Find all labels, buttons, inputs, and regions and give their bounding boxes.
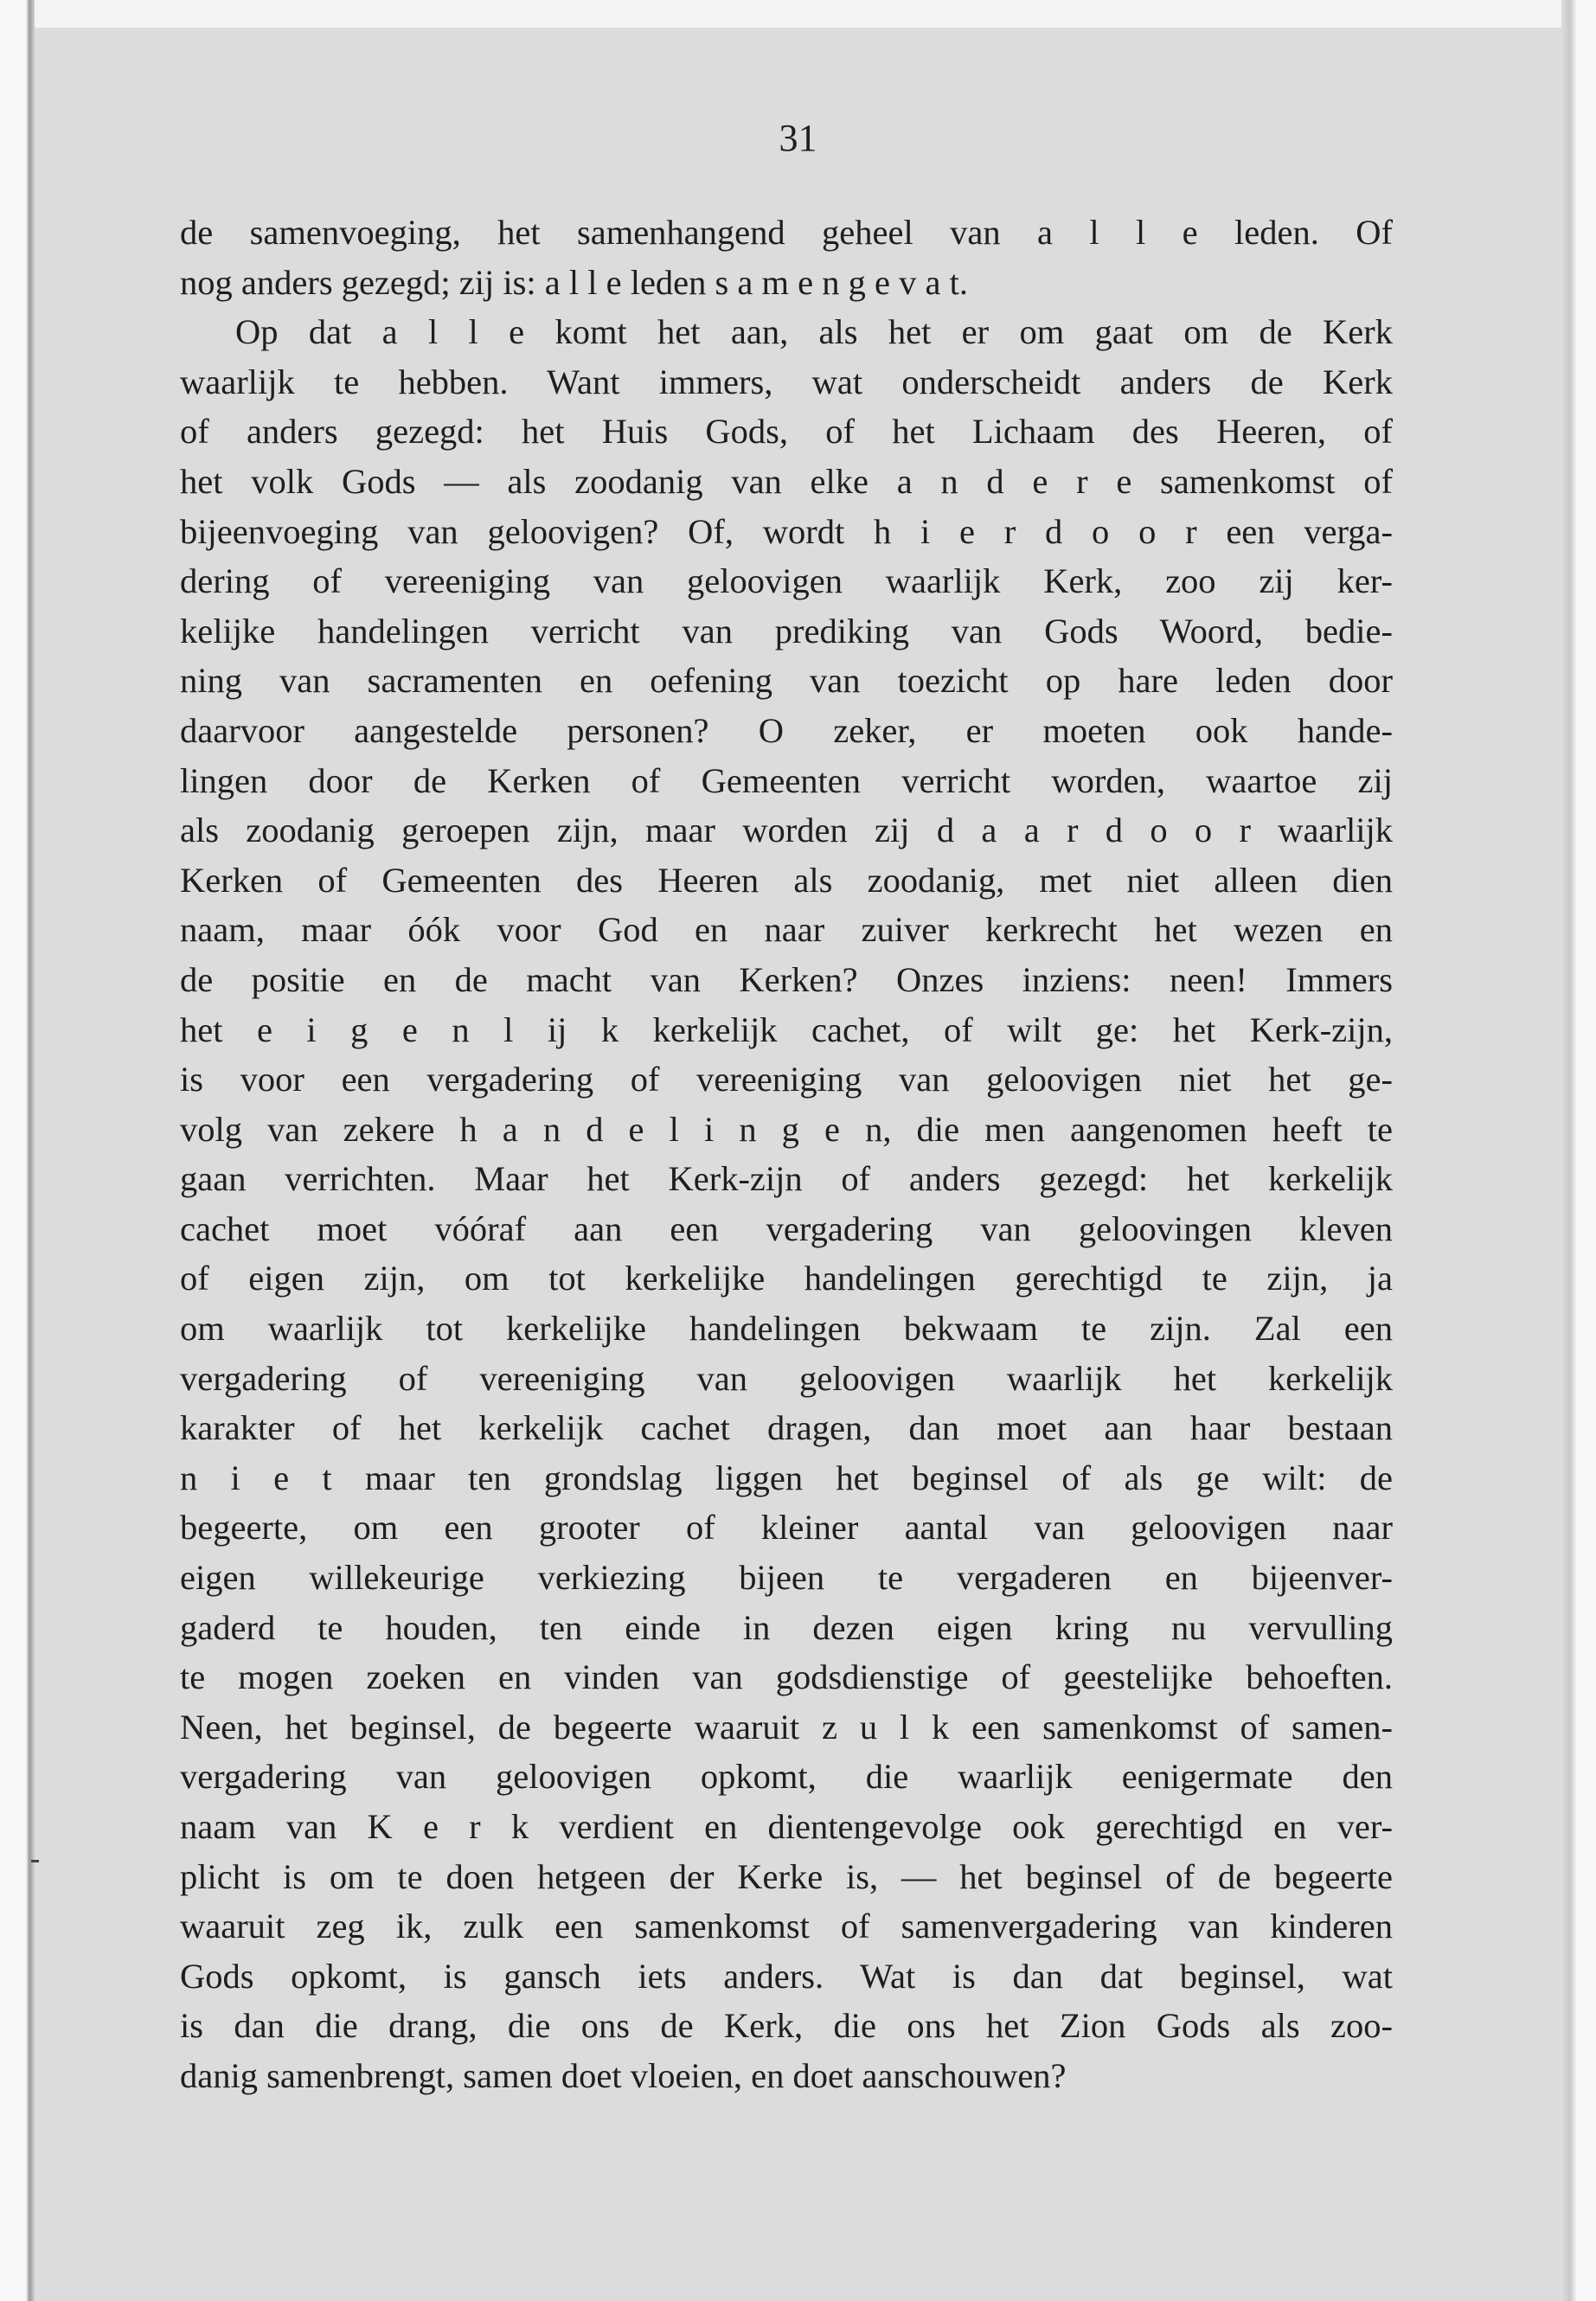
text-line: het volk Gods — als zoodanig van elke a n d e r e samenkomst of bbox=[180, 461, 1393, 501]
text-line: vergadering of vereeniging van geloovigen waarlijk het kerkelijk bbox=[180, 1358, 1393, 1398]
text-line: als zoodanig geroepen zijn, maar worden zij d a a r d o o r waarlijk bbox=[180, 811, 1393, 850]
text-line: lingen door de Kerken of Gemeenten verricht worden, waartoe zij bbox=[180, 760, 1393, 800]
text-line: Op dat a l l e komt het aan, als het er om gaat om de Kerk bbox=[235, 312, 1393, 352]
text-line: plicht is om te doen hetgeen der Kerke is, — het beginsel of de begeerte bbox=[180, 1856, 1393, 1896]
scan-top-edge bbox=[0, 0, 1596, 28]
text-line: te mogen zoeken en vinden van godsdienstige of geestelijke behoeften. bbox=[180, 1657, 1393, 1697]
margin-mark bbox=[31, 1860, 39, 1862]
text-line: karakter of het kerkelijk cachet dragen, dan moet aan haar bestaan bbox=[180, 1408, 1393, 1448]
text-line: danig samenbrengt, samen doet vloeien, en doet aanschouwen? bbox=[180, 2055, 1067, 2095]
text-line: ning van sacramenten en oefening van toezicht op hare leden door bbox=[180, 661, 1393, 701]
text-line: naam, maar óók voor God en naar zuiver kerkrecht het wezen en bbox=[180, 910, 1393, 950]
text-line: eigen willekeurige verkiezing bijeen te vergaderen en bijeenver- bbox=[180, 1558, 1393, 1598]
text-line: de positie en de macht van Kerken? Onzes inziens: neen! Immers bbox=[180, 959, 1393, 999]
text-line: begeerte, om een grooter of kleiner aantal van geloovigen naar bbox=[180, 1508, 1393, 1548]
scan-right-margin bbox=[1561, 0, 1596, 2301]
text-line: dering of vereeniging van geloovigen waarlijk Kerk, zoo zij ker- bbox=[180, 561, 1393, 601]
text-line: bijeenvoeging van geloovigen? Of, wordt h i e r d o o r een verga- bbox=[180, 511, 1393, 551]
text-line: waaruit zeg ik, zulk een samenkomst of samenvergadering van kinderen bbox=[180, 1907, 1393, 1946]
text-line: volg van zekere h a n d e l i n g e n, die men aangenomen heeft te bbox=[180, 1109, 1393, 1149]
text-line: daarvoor aangestelde personen? O zeker, er moeten ook hande- bbox=[180, 710, 1393, 750]
text-line: vergadering van geloovigen opkomt, die waarlijk eenigermate den bbox=[180, 1757, 1393, 1797]
text-line: n i e t maar ten grondslag liggen het beginsel of als ge wilt: de bbox=[180, 1458, 1393, 1497]
scan-left-margin bbox=[0, 0, 35, 2301]
text-line: de samenvoeging, het samenhangend geheel van a l l e leden. Of bbox=[180, 213, 1393, 252]
text-line: is dan die drang, die ons de Kerk, die ons het Zion Gods als zoo- bbox=[180, 2006, 1393, 2046]
text-line: Gods opkomt, is gansch iets anders. Wat is dan dat beginsel, wat bbox=[180, 1956, 1393, 1996]
text-line: om waarlijk tot kerkelijke handelingen bekwaam te zijn. Zal een bbox=[180, 1309, 1393, 1349]
text-line: waarlijk te hebben. Want immers, wat onderscheidt anders de Kerk bbox=[180, 362, 1393, 401]
text-line: cachet moet vóóraf aan een vergadering van geloovingen kleven bbox=[180, 1208, 1393, 1248]
text-line: nog anders gezegd; zij is: a l l e leden s a m e n g e v a t. bbox=[180, 262, 968, 302]
text-line: naam van K e r k verdient en dientengevolge ook gerechtigd en ver- bbox=[180, 1807, 1393, 1846]
text-line: of anders gezegd: het Huis Gods, of het Lichaam des Heeren, of bbox=[180, 412, 1393, 452]
body-text bbox=[180, 208, 1393, 2101]
text-line: Kerken of Gemeenten des Heeren als zoodanig, met niet alleen dien bbox=[180, 860, 1393, 900]
text-line: of eigen zijn, om tot kerkelijke handelingen gerechtigd te zijn, ja bbox=[180, 1259, 1393, 1298]
text-line: is voor een vergadering of vereeniging van geloovigen niet het ge- bbox=[180, 1060, 1393, 1099]
text-line: Neen, het beginsel, de begeerte waaruit z u l k een samenkomst of samen- bbox=[180, 1707, 1393, 1747]
text-line: gaan verrichten. Maar het Kerk-zijn of anders gezegd: het kerkelijk bbox=[180, 1159, 1393, 1199]
text-line: het e i g e n l ij k kerkelijk cachet, of wilt ge: het Kerk-zijn, bbox=[180, 1009, 1393, 1049]
text-line: gaderd te houden, ten einde in dezen eigen kring nu vervulling bbox=[180, 1607, 1393, 1647]
text-line: kelijke handelingen verricht van prediking van Gods Woord, bedie- bbox=[180, 611, 1393, 651]
page-number: 31 bbox=[779, 117, 817, 159]
